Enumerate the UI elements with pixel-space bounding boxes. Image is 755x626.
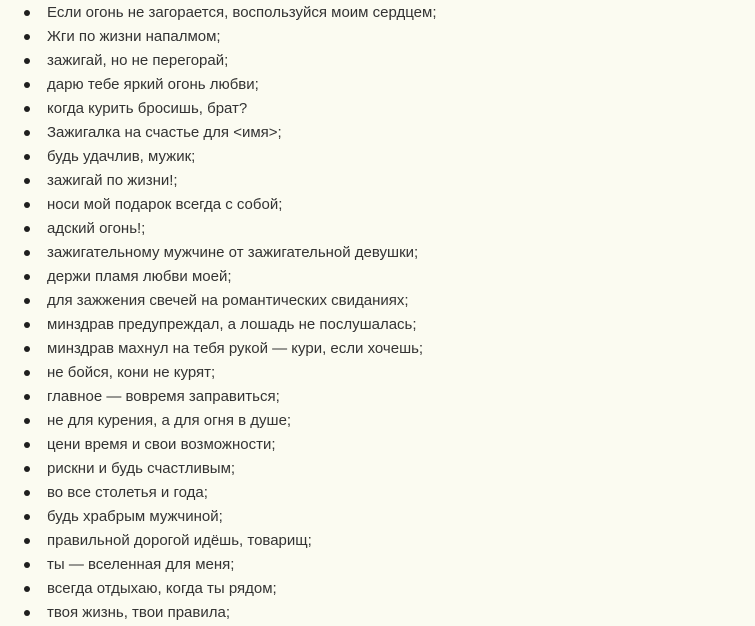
list-item — [0, 433, 755, 457]
list-item-text: когда курить бросишь, брат? — [47, 100, 248, 117]
bullet-icon — [24, 250, 30, 256]
list-item-text: рискни и будь счастливым; — [47, 460, 236, 477]
list-item — [0, 217, 755, 241]
list-item — [0, 49, 755, 73]
list-item-text: минздрав предупреждал, а лошадь не послушалась; — [47, 316, 417, 333]
bullet-icon — [24, 394, 30, 400]
list-item-text: твоя жизнь, твои правила; — [47, 604, 231, 621]
bullet-icon — [24, 10, 30, 16]
bullet-icon — [24, 442, 30, 448]
list-item-text: во все столетья и года; — [47, 484, 208, 501]
bullet-icon — [24, 274, 30, 280]
list-item-text: главное — вовремя заправиться; — [47, 388, 280, 405]
list-item — [0, 1, 755, 25]
bullet-icon — [24, 202, 30, 208]
bullet-icon — [24, 586, 30, 592]
list-item-text: Жги по жизни напалмом; — [47, 28, 221, 45]
bullet-icon — [24, 130, 30, 136]
list-item-text: зажигай, но не перегорай; — [47, 52, 229, 69]
bullet-icon — [24, 346, 30, 352]
list-item — [0, 385, 755, 409]
list-item — [0, 313, 755, 337]
bullet-icon — [24, 58, 30, 64]
list-item-text: будь удачлив, мужик; — [47, 148, 196, 165]
list-item — [0, 145, 755, 169]
bullet-icon — [24, 370, 30, 376]
list-item — [0, 529, 755, 553]
list-item-text: для зажжения свечей на романтических свиданиях; — [47, 292, 409, 309]
list-item — [0, 241, 755, 265]
list-item — [0, 361, 755, 385]
list-item-text: зажигай по жизни!; — [47, 172, 178, 189]
list-item — [0, 193, 755, 217]
list-item — [0, 481, 755, 505]
bullet-icon — [24, 514, 30, 520]
list-item — [0, 289, 755, 313]
list-item-text: адский огонь!; — [47, 220, 146, 237]
bullet-icon — [24, 538, 30, 544]
list-item — [0, 601, 755, 625]
list-item-text: дарю тебе яркий огонь любви; — [47, 76, 259, 93]
list-item — [0, 409, 755, 433]
list-item-text: ты — вселенная для меня; — [47, 556, 235, 573]
list-item — [0, 169, 755, 193]
list-item — [0, 577, 755, 601]
bullet-icon — [24, 562, 30, 568]
bullet-list — [0, 1, 755, 625]
bullet-icon — [24, 106, 30, 112]
bullet-icon — [24, 178, 30, 184]
bullet-icon — [24, 466, 30, 472]
list-item-text: всегда отдыхаю, когда ты рядом; — [47, 580, 277, 597]
list-item-text: Если огонь не загорается, воспользуйся моим сердцем; — [47, 4, 437, 21]
list-item-text: зажигательному мужчине от зажигательной девушки; — [47, 244, 419, 261]
list-item — [0, 97, 755, 121]
bullet-icon — [24, 490, 30, 496]
list-item — [0, 25, 755, 49]
list-item-text: будь храбрым мужчиной; — [47, 508, 223, 525]
bullet-icon — [24, 298, 30, 304]
list-item — [0, 73, 755, 97]
bullet-icon — [24, 82, 30, 88]
list-item-text: не бойся, кони не курят; — [47, 364, 216, 381]
bullet-icon — [24, 610, 30, 616]
list-item — [0, 457, 755, 481]
list-item-text: минздрав махнул на тебя рукой — кури, если хочешь; — [47, 340, 424, 357]
list-item-text: держи пламя любви моей; — [47, 268, 232, 285]
list-item — [0, 553, 755, 577]
bullet-icon — [24, 418, 30, 424]
list-item — [0, 265, 755, 289]
list-item-text: Зажигалка на счастье для <имя>; — [47, 124, 282, 141]
list-item — [0, 121, 755, 145]
bullet-icon — [24, 226, 30, 232]
list-item — [0, 505, 755, 529]
bullet-icon — [24, 154, 30, 160]
bullet-icon — [24, 34, 30, 40]
list-item-text: цени время и свои возможности; — [47, 436, 276, 453]
list-item-text: не для курения, а для огня в душе; — [47, 412, 292, 429]
list-item-text: правильной дорогой идёшь, товарищ; — [47, 532, 312, 549]
list-item-text: носи мой подарок всегда с собой; — [47, 196, 283, 213]
list-item — [0, 337, 755, 361]
bullet-icon — [24, 322, 30, 328]
